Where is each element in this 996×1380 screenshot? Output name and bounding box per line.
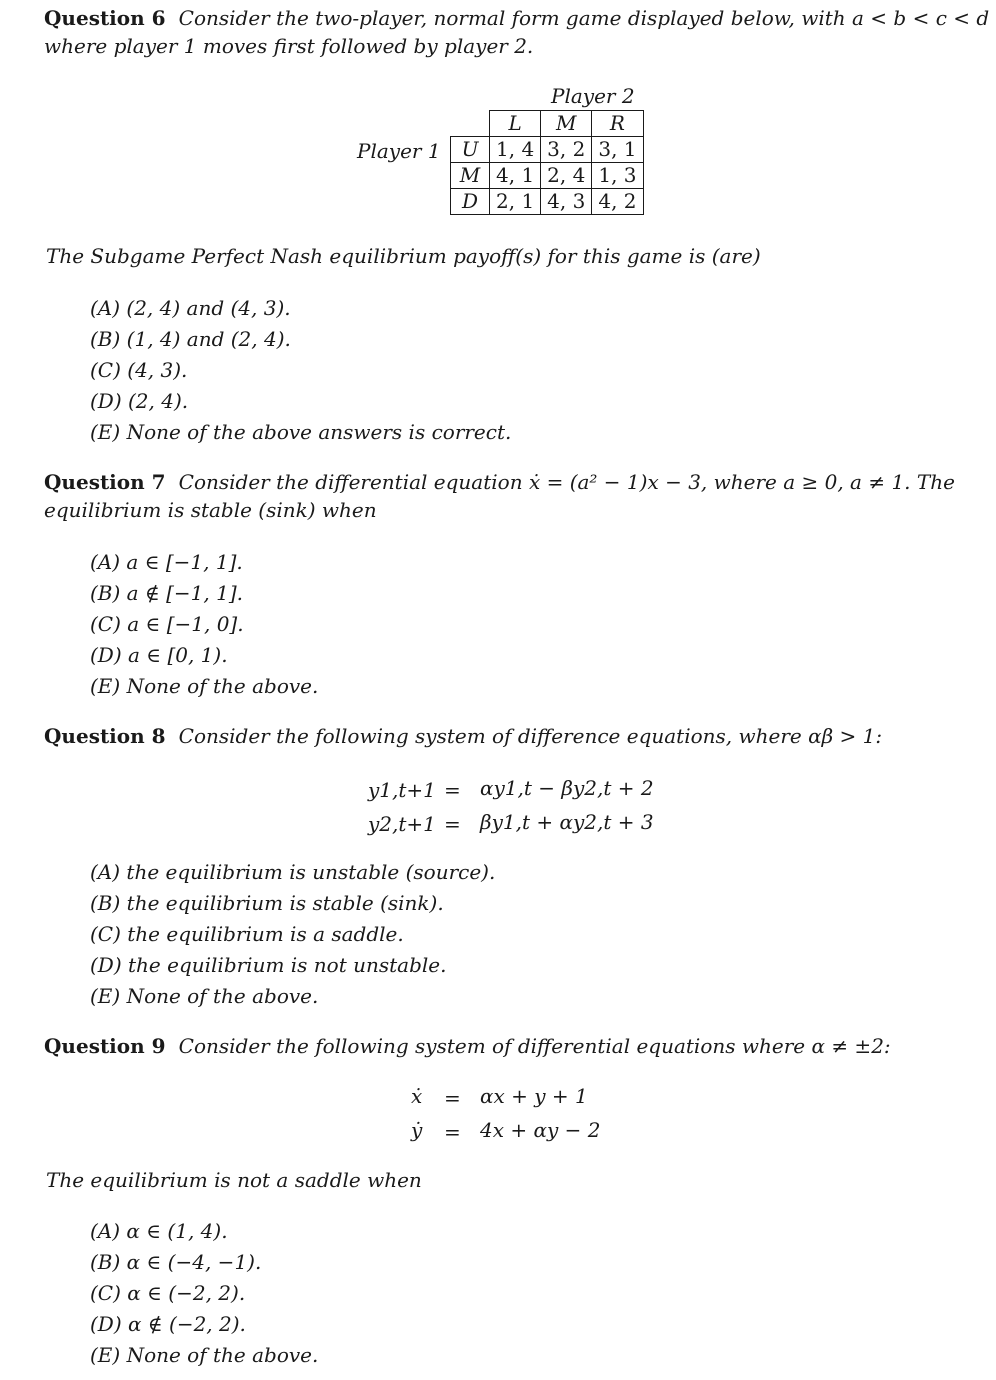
q9-eq2-rhs: 4x + αy − 2 — [480, 1118, 601, 1142]
q9-header — [44, 1034, 891, 1058]
q8-eq1-equals: = — [444, 778, 461, 802]
q7-option-a[interactable]: (A) a ∈ [−1, 1]. — [90, 550, 243, 574]
q8-eq2-rhs: βy1,t + αy2,t + 3 — [480, 810, 654, 834]
q9-eq1-equals: = — [444, 1086, 461, 1110]
q9-option-c[interactable]: (C) α ∈ (−2, 2). — [90, 1281, 246, 1305]
q9-eq2-equals: = — [444, 1120, 461, 1144]
q8-eq2-equals: = — [444, 812, 461, 836]
q6-option-e[interactable]: (E) None of the above answers is correct. — [90, 420, 512, 444]
matrix-row-U — [451, 137, 644, 163]
q6-intro-line1: Consider the two-player, normal form game displayed below, with a < b < c < d — [178, 6, 990, 30]
cell-D-M: 4, 3 — [541, 189, 592, 215]
cell-M-R: 1, 3 — [592, 163, 643, 189]
q7-intro-line1: Consider the differential equation ẋ = (a² − 1)x − 3, where a ≥ 0, a ≠ 1. The — [178, 470, 955, 494]
q9-eq2-lhs: ẏ — [411, 1118, 423, 1142]
q9-eq1-lhs: ẋ — [411, 1084, 423, 1108]
col-label-L: L — [490, 111, 541, 137]
cell-U-M: 3, 2 — [541, 137, 592, 163]
q8-header — [44, 724, 882, 748]
cell-U-R: 3, 1 — [592, 137, 643, 163]
col-label-M: M — [541, 111, 592, 137]
q6-question: The Subgame Perfect Nash equilibrium payoff(s) for this game is (are) — [46, 244, 761, 268]
q8-eq2-lhs: y2,t+1 — [368, 812, 436, 836]
cell-D-R: 4, 2 — [592, 189, 643, 215]
q7-title: Question 7 — [44, 470, 166, 494]
q6-option-a[interactable]: (A) (2, 4) and (4, 3). — [90, 296, 291, 320]
q8-option-c[interactable]: (C) the equilibrium is a saddle. — [90, 922, 404, 946]
q7-option-d[interactable]: (D) a ∈ [0, 1). — [90, 643, 228, 667]
q8-option-d[interactable]: (D) the equilibrium is not unstable. — [90, 953, 447, 977]
q6-intro-line2: where player 1 moves first followed by player 2. — [44, 34, 534, 58]
q7-intro-line2: equilibrium is stable (sink) when — [44, 498, 377, 522]
q9-option-d[interactable]: (D) α ∉ (−2, 2). — [90, 1312, 246, 1336]
q9-option-a[interactable]: (A) α ∈ (1, 4). — [90, 1219, 228, 1243]
q9-option-b[interactable]: (B) α ∈ (−4, −1). — [90, 1250, 262, 1274]
q7-header — [44, 470, 955, 494]
q9-intro: Consider the following system of differential equations where α ≠ ±2: — [178, 1034, 891, 1058]
matrix-row-M — [451, 163, 644, 189]
q9-option-e[interactable]: (E) None of the above. — [90, 1343, 319, 1367]
q7-option-b[interactable]: (B) a ∉ [−1, 1]. — [90, 581, 243, 605]
q9-question: The equilibrium is not a saddle when — [46, 1168, 422, 1192]
q8-intro: Consider the following system of difference equations, where αβ > 1: — [178, 724, 883, 748]
q6-option-d[interactable]: (D) (2, 4). — [90, 389, 189, 413]
payoff-matrix — [450, 110, 644, 215]
q8-option-b[interactable]: (B) the equilibrium is stable (sink). — [90, 891, 444, 915]
q7-option-e[interactable]: (E) None of the above. — [90, 674, 319, 698]
q8-eq1-rhs: αy1,t − βy2,t + 2 — [480, 776, 654, 800]
player1-label: Player 1 — [357, 139, 441, 163]
player2-label: Player 2 — [551, 84, 635, 108]
q9-title: Question 9 — [44, 1034, 166, 1058]
q6-option-c[interactable]: (C) (4, 3). — [90, 358, 188, 382]
row-label-M: M — [451, 163, 490, 189]
q6-header — [44, 6, 989, 30]
q9-eq1-rhs: αx + y + 1 — [480, 1084, 588, 1108]
q7-option-c[interactable]: (C) a ∈ [−1, 0]. — [90, 612, 244, 636]
matrix-row-D — [451, 189, 644, 215]
q6-option-b[interactable]: (B) (1, 4) and (2, 4). — [90, 327, 291, 351]
cell-M-M: 2, 4 — [541, 163, 592, 189]
col-label-R: R — [592, 111, 643, 137]
cell-D-L: 2, 1 — [490, 189, 541, 215]
cell-M-L: 4, 1 — [490, 163, 541, 189]
q8-eq1-lhs: y1,t+1 — [368, 778, 436, 802]
row-label-D: D — [451, 189, 490, 215]
q8-option-e[interactable]: (E) None of the above. — [90, 984, 319, 1008]
row-label-U: U — [451, 137, 490, 163]
q8-option-a[interactable]: (A) the equilibrium is unstable (source). — [90, 860, 496, 884]
q6-title: Question 6 — [44, 6, 166, 30]
matrix-header-row — [451, 111, 644, 137]
q8-title: Question 8 — [44, 724, 166, 748]
cell-U-L: 1, 4 — [490, 137, 541, 163]
matrix-corner — [451, 111, 490, 137]
